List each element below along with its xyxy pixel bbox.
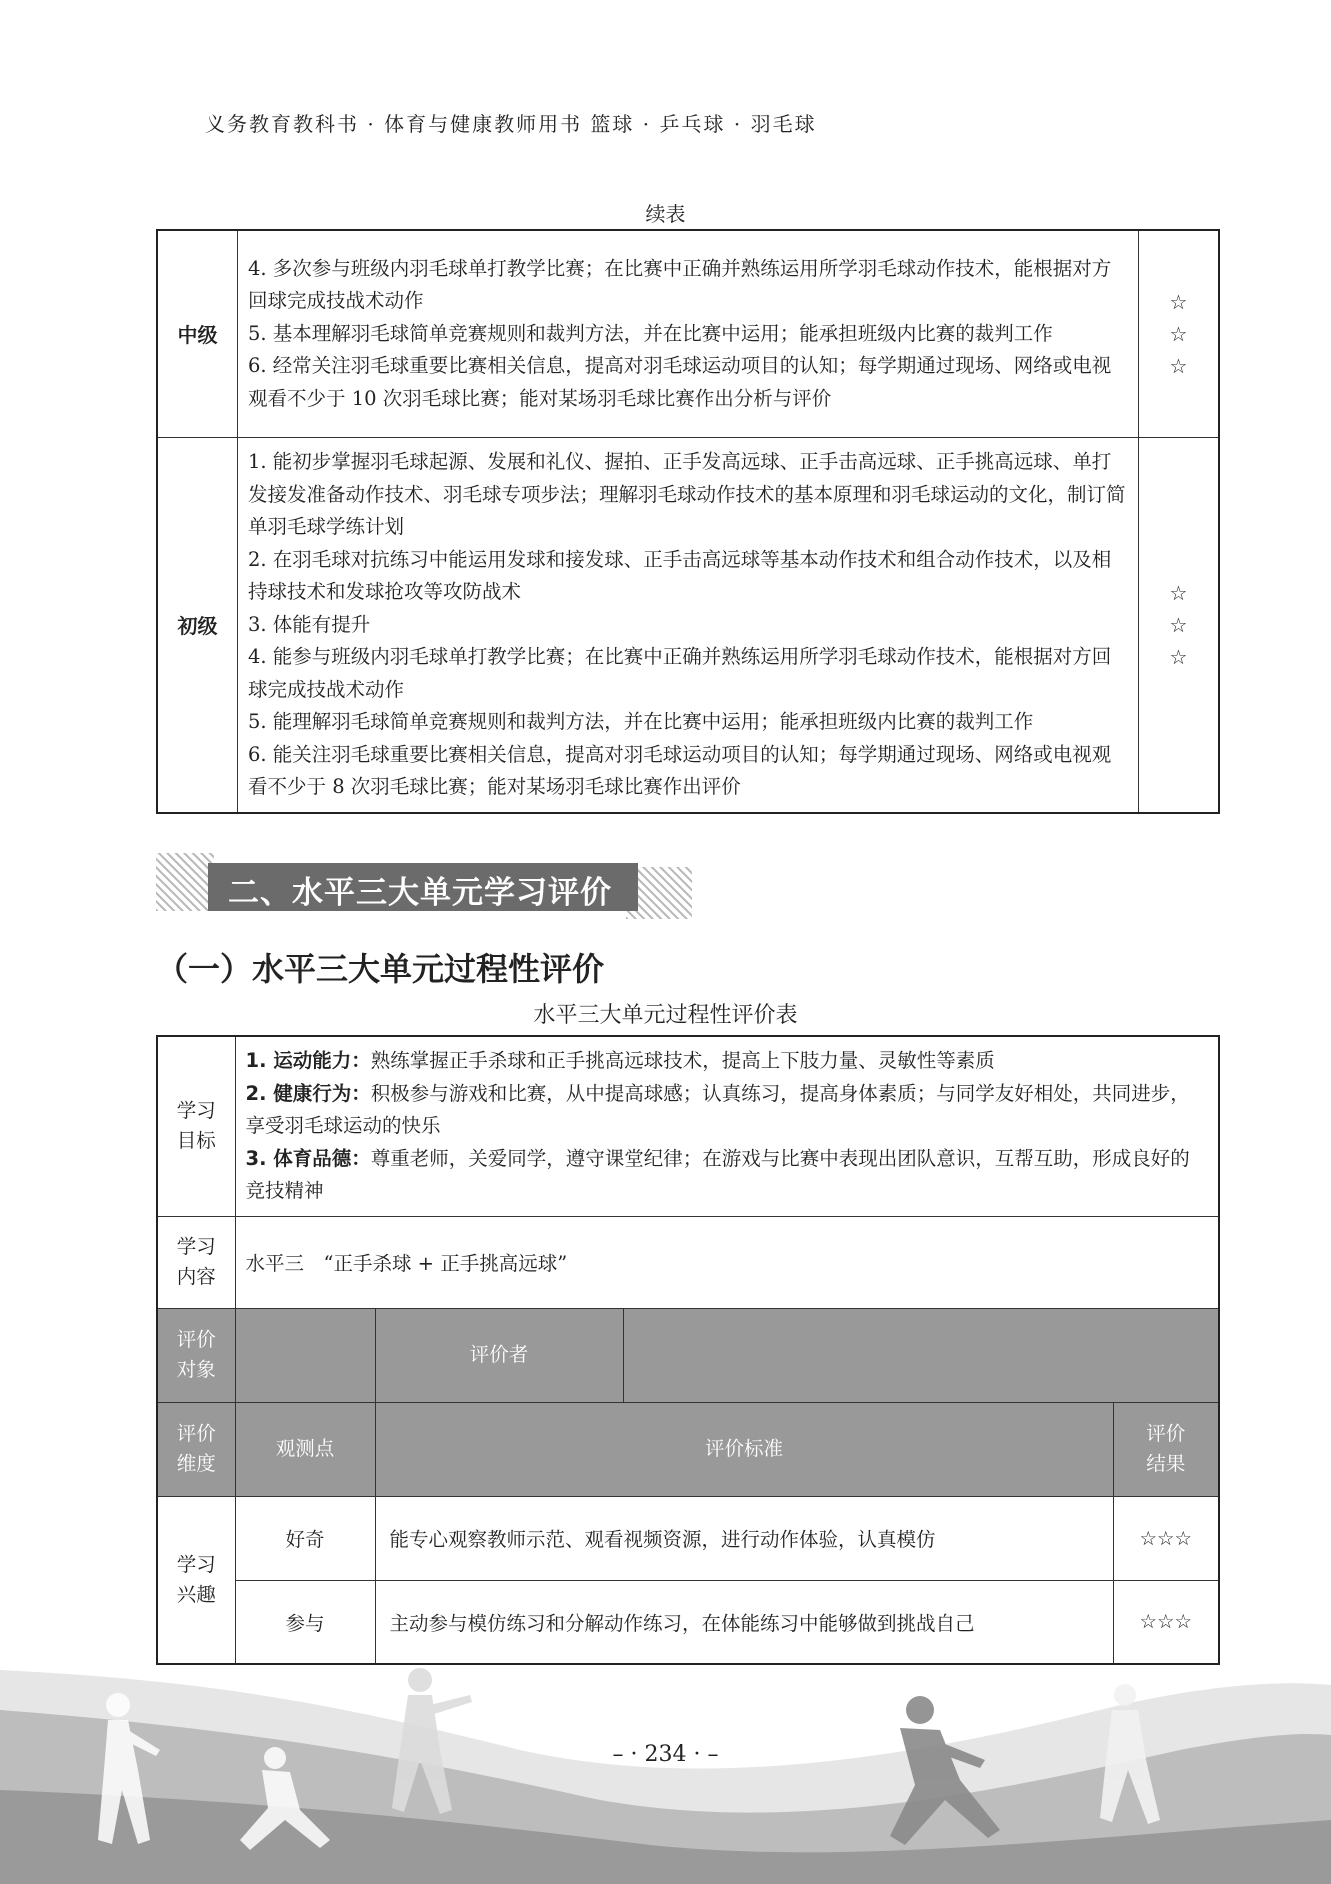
dimension-header: 评价 维度: [157, 1402, 235, 1496]
result-stars: ☆☆☆: [1113, 1580, 1219, 1664]
list-item: 1. 能初步掌握羽毛球起源、发展和礼仪、握拍、正手发高远球、正手击高远球、正手挑高远球、单打发接发准备动作技术、羽毛球专项步法；理解羽毛球动作技术的基本原理和羽毛球运动的文化，制订简单羽毛球学练计划: [248, 450, 1126, 538]
subsection-title: （一）水平三大单元过程性评价: [156, 950, 605, 988]
observation-cell: 参与: [235, 1580, 375, 1664]
criteria-cell: 能专心观察教师示范、观看视频资源，进行动作体验，认真模仿: [375, 1496, 1113, 1580]
list-item: 4. 多次参与班级内羽毛球单打教学比赛；在比赛中正确并熟练运用所学羽毛球动作技术，能根据对方回球完成技战术动作: [248, 256, 1112, 312]
list-item: 5. 基本理解羽毛球简单竞赛规则和裁判方法，并在比赛中运用；能承担班级内比赛的裁判工作: [248, 321, 1053, 345]
evaluator-value: [623, 1308, 1219, 1402]
section-banner: [156, 853, 696, 919]
goal-text: 熟练掌握正手杀球和正手挑高远球技术，提高上下肢力量、灵敏性等素质: [370, 1049, 995, 1072]
result-stars: ☆☆☆: [1113, 1496, 1219, 1580]
page-number: – · 234 · –: [612, 1742, 719, 1767]
goal-label: 3. 体育品德：: [245, 1146, 371, 1170]
observation-cell: 好奇: [235, 1496, 375, 1580]
result-header: 评价 结果: [1113, 1402, 1219, 1496]
table-row: [157, 1308, 1219, 1402]
table-row: [157, 230, 1219, 437]
table-row: [157, 1402, 1219, 1496]
goal-label: 2. 健康行为：: [245, 1081, 371, 1105]
table-row: [157, 1216, 1219, 1308]
goal-text: 积极参与游戏和比赛，从中提高球感；认真练习，提高身体素质；与同学友好相处，共同进步，享受羽毛球运动的快乐: [245, 1081, 1190, 1137]
level-description: [238, 230, 1139, 437]
level-description: [238, 437, 1139, 813]
table-row: [157, 1496, 1219, 1580]
star-icon: ☆: [1169, 353, 1188, 378]
goals-label: 学习 目标: [157, 1036, 235, 1216]
dimension-cell: 学习 兴趣: [157, 1496, 235, 1664]
list-item: 6. 能关注羽毛球重要比赛相关信息，提高对羽毛球运动项目的认知；每学期通过现场、网络或电视观看不少于 8 次羽毛球比赛；能对某场羽毛球比赛作出评价: [248, 742, 1112, 798]
evaluator-label: 评价者: [375, 1308, 623, 1402]
level-cell: 中级: [157, 230, 238, 437]
observation-header: 观测点: [235, 1402, 375, 1496]
table-row: [157, 437, 1219, 813]
continued-label: 续表: [645, 202, 686, 226]
list-item: 2. 在羽毛球对抗练习中能运用发球和接发球、正手击高远球等基本动作技术和组合动作技术，以及相持球技术和发球抢攻等攻防战术: [248, 547, 1112, 603]
list-item: 6. 经常关注羽毛球重要比赛相关信息，提高对羽毛球运动项目的认知；每学期通过现场、网络或电视观看不少于 10 次羽毛球比赛；能对某场羽毛球比赛作出分析与评价: [248, 354, 1112, 410]
evaluation-table: [156, 1035, 1220, 1665]
goal-text: 尊重老师，关爱同学，遵守课堂纪律；在游戏与比赛中表现出团队意识，互帮互助，形成良好的竞技精神: [245, 1146, 1190, 1202]
content-cell: 水平三 “正手杀球 + 正手挑高远球”: [235, 1216, 1219, 1308]
list-item: 3. 体能有提升: [248, 612, 371, 636]
star-rating: [1139, 230, 1220, 437]
table-row: [157, 1036, 1219, 1216]
star-icon: ☆: [1169, 289, 1188, 314]
criteria-header: 评价标准: [375, 1402, 1113, 1496]
target-label: 评价 对象: [157, 1308, 235, 1402]
star-icon: ☆: [1169, 644, 1188, 669]
list-item: [246, 1143, 1209, 1208]
list-item: 5. 能理解羽毛球简单竞赛规则和裁判方法，并在比赛中运用；能承担班级内比赛的裁判工作: [248, 710, 1034, 733]
star-icon: ☆: [1169, 612, 1188, 637]
running-head: 义务教育教科书 · 体育与健康教师用书 篮球 · 乒乓球 · 羽毛球: [205, 112, 817, 136]
goal-label: 1. 运动能力：: [245, 1049, 371, 1072]
list-item: [246, 1045, 1209, 1078]
section-title: 二、水平三大单元学习评价: [228, 875, 612, 911]
star-icon: ☆: [1169, 580, 1188, 605]
content-label: 学习 内容: [157, 1216, 235, 1308]
hatch-decoration: [156, 853, 214, 911]
target-value: [235, 1308, 375, 1402]
goals-cell: [235, 1036, 1219, 1216]
list-item: 4. 能参与班级内羽毛球单打教学比赛；在比赛中正确并熟练运用所学羽毛球动作技术，能根据对方回球完成技战术动作: [248, 645, 1112, 701]
level-table: [156, 229, 1220, 814]
list-item: [246, 1078, 1209, 1143]
star-rating: [1139, 437, 1220, 813]
level-cell: 初级: [157, 437, 238, 813]
table-title: 水平三大单元过程性评价表: [533, 1003, 798, 1028]
star-icon: ☆: [1169, 321, 1188, 346]
criteria-cell: 主动参与模仿练习和分解动作练习，在体能练习中能够做到挑战自己: [375, 1580, 1113, 1664]
